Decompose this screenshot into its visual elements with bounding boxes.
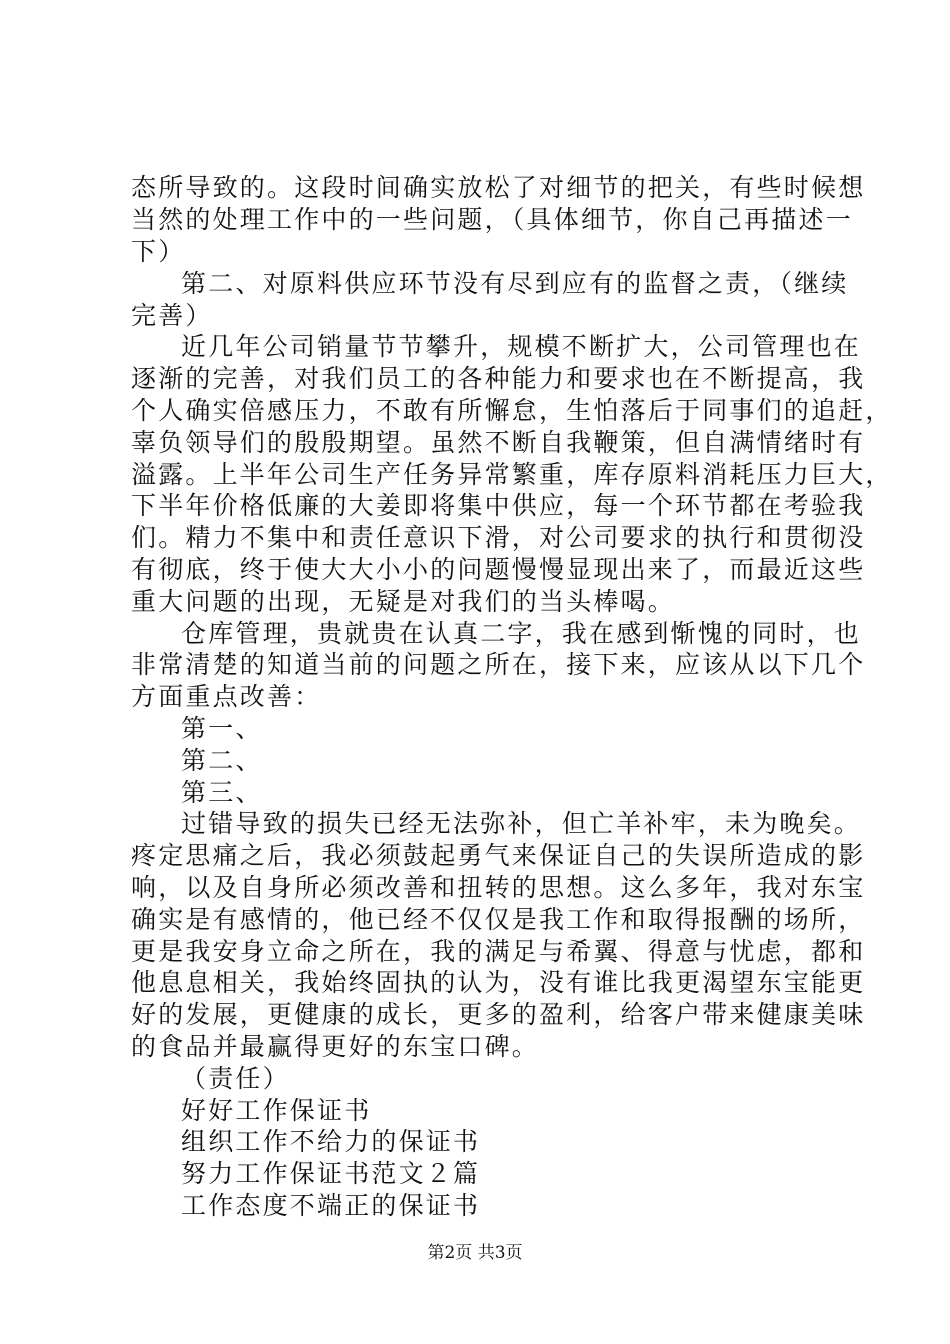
text-line: 疼定思痛之后，我必须鼓起勇气来保证自己的失误所造成的影 bbox=[131, 841, 866, 870]
text-line: 更是我安身立命之所在，我的满足与希翼、得意与忧虑，都和 bbox=[131, 937, 866, 966]
text-line: 态所导致的。这段时间确实放松了对细节的把关，有些时候想 bbox=[131, 173, 866, 202]
page-number-footer: 第2页 共3页 bbox=[427, 1243, 523, 1263]
list-item: 第三、 bbox=[181, 778, 263, 807]
text-line: 确实是有感情的，他已经不仅仅是我工作和取得报酬的场所， bbox=[131, 905, 866, 934]
text-line: 第二、对原料供应环节没有尽到应有的监督之责，（继续 bbox=[181, 269, 849, 298]
text-line: 仓库管理，贵就贵在认真二字，我在感到惭愧的同时，也 bbox=[181, 619, 862, 648]
list-item: 第二、 bbox=[181, 746, 263, 775]
text-line: 有彻底，终于使大大小小的问题慢慢显现出来了，而最近这些 bbox=[131, 555, 866, 584]
text-line: 逐渐的完善，对我们员工的各种能力和要求也在不断提高，我 bbox=[131, 364, 866, 393]
related-title: 好好工作保证书 bbox=[181, 1096, 372, 1125]
text-line: 方面重点改善： bbox=[131, 682, 322, 711]
text-line: 溢露。上半年公司生产任务异常繁重，库存原料消耗压力巨大， bbox=[131, 460, 893, 489]
text-line: 重大问题的出现，无疑是对我们的当头棒喝。 bbox=[131, 587, 676, 616]
text-line: 下） bbox=[131, 237, 186, 266]
related-title: 组织工作不给力的保证书 bbox=[181, 1127, 481, 1156]
text-line: 他息息相关，我始终固执的认为，没有谁比我更渴望东宝能更 bbox=[131, 968, 866, 997]
text-line: 们。精力不集中和责任意识下滑，对公司要求的执行和贯彻没 bbox=[131, 523, 866, 552]
text-line: 下半年价格低廉的大姜即将集中供应，每一个环节都在考验我 bbox=[131, 491, 866, 520]
text-line: 响，以及自身所必须改善和扭转的思想。这么多年，我对东宝 bbox=[131, 873, 866, 902]
text-line: 完善） bbox=[131, 301, 213, 330]
text-line: 辜负领导们的殷殷期望。虽然不断自我鞭策，但自满情绪时有 bbox=[131, 428, 866, 457]
text-line: （责任） bbox=[181, 1064, 290, 1093]
text-line: 非常清楚的知道当前的问题之所在，接下来，应该从以下几个 bbox=[131, 650, 866, 679]
text-line: 当然的处理工作中的一些问题，（具体细节，你自己再描述一 bbox=[131, 205, 853, 234]
text-line: 的食品并最赢得更好的东宝口碑。 bbox=[131, 1032, 540, 1061]
related-title: 工作态度不端正的保证书 bbox=[181, 1191, 481, 1220]
text-line: 近几年公司销量节节攀升，规模不断扩大，公司管理也在 bbox=[181, 332, 862, 361]
text-line: 个人确实倍感压力，不敢有所懈怠，生怕落后于同事们的追赶， bbox=[131, 396, 893, 425]
list-item: 第一、 bbox=[181, 714, 263, 743]
text-line: 好的发展，更健康的成长，更多的盈利，给客户带来健康美味 bbox=[131, 1000, 866, 1029]
text-line: 过错导致的损失已经无法弥补，但亡羊补牢，未为晚矣。 bbox=[181, 809, 862, 838]
related-title: 努力工作保证书范文２篇 bbox=[181, 1159, 481, 1188]
